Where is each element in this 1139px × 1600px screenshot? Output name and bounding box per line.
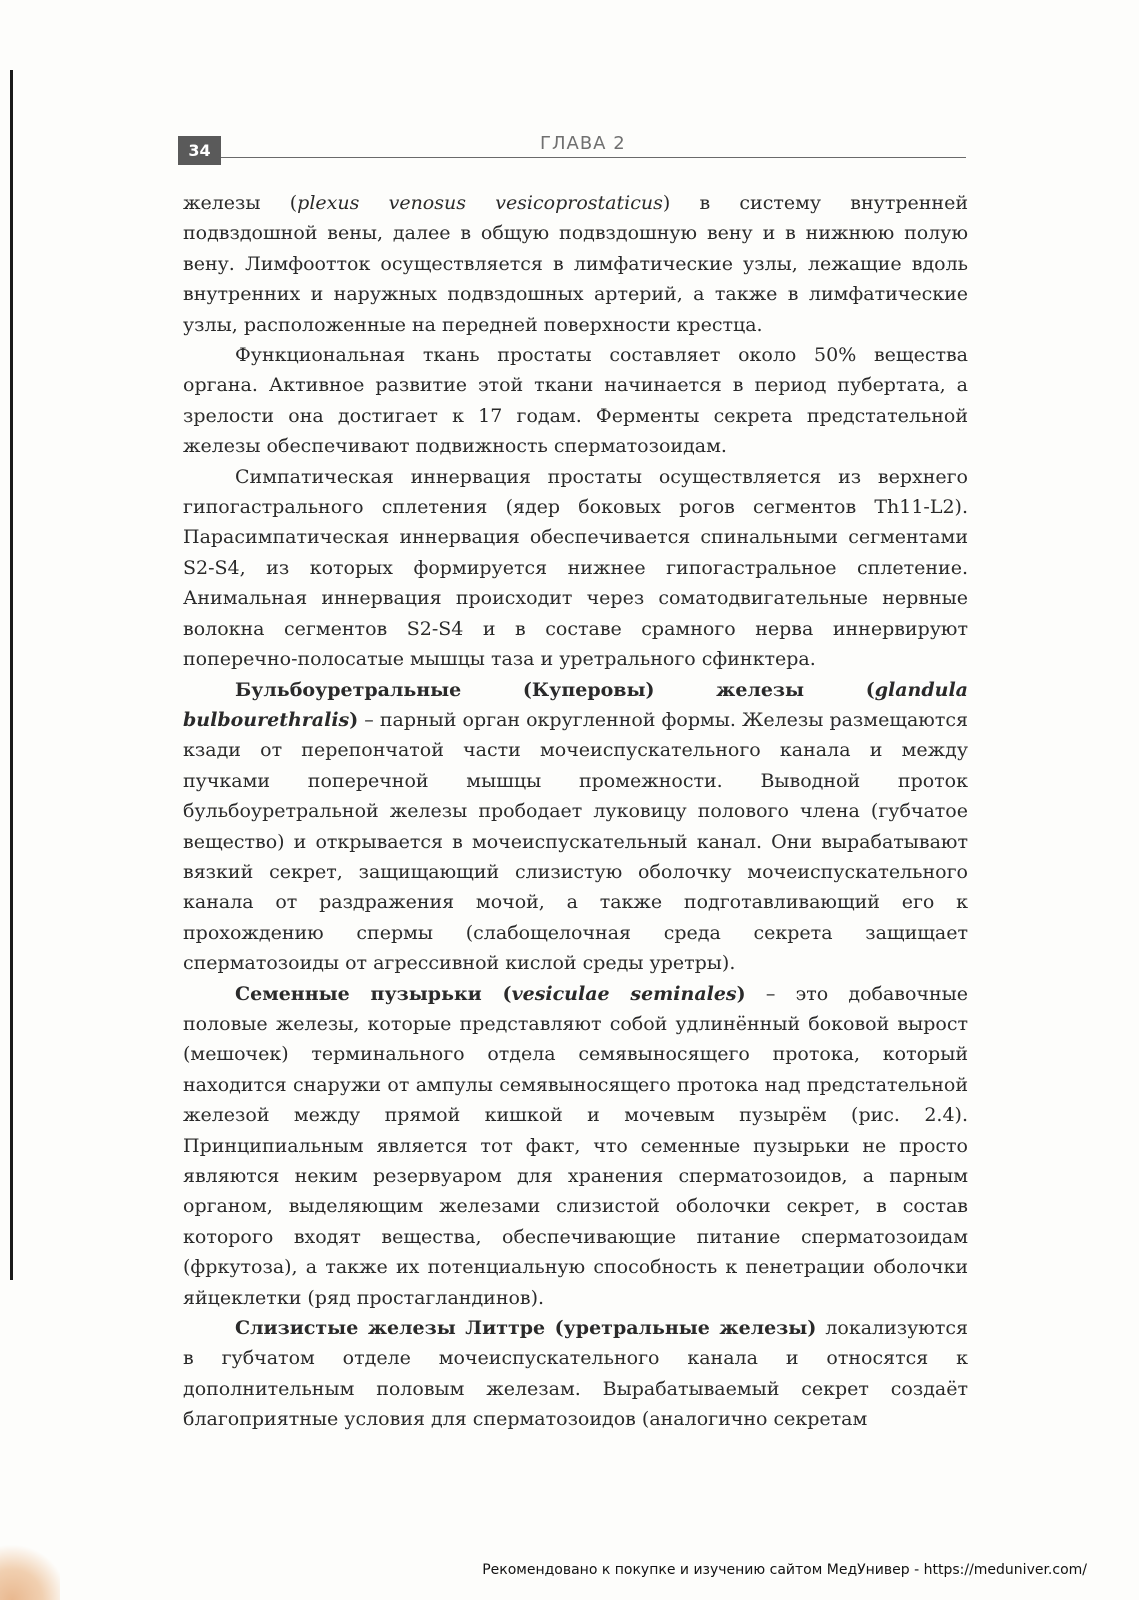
paragraph	[183, 675, 968, 979]
paragraph	[183, 188, 968, 340]
term-heading: Семенные пузырьки (	[235, 982, 512, 1005]
header-rule	[221, 157, 966, 158]
paragraph-text: – парный орган округленной формы. Железы размещаются кзади от перепончатой части мочеиспускательного канала и между пучками поперечной мышцы промежности. Выводной проток бульбоуретральной железы прободает луковицу полового члена (губчатое вещество) и открывается в мочеиспускательный канал. Они вырабатывают вязкий секрет, защищающий слизистую оболочку мочеиспускательного канала от раздражения мочой, а также подготавливающий его к прохождению спермы (слабощелочная среда секрета защищает сперматозоиды от агрессивной кислой среды уретры).	[183, 708, 968, 975]
paragraph	[183, 340, 968, 462]
paragraph	[183, 462, 968, 675]
term-latin-bold: glandula bulbourethralis	[183, 678, 968, 731]
paragraph-text: ) в систему внутренней подвздошной вены, далее в общую подвздошную вену и в нижнюю полую вену. Лимфоотток осуществляется в лимфатические узлы, лежащие вдоль внутренних и наружных подвздошных артерий, а также в лимфатические узлы, расположенные на передней поверхности крестца.	[183, 192, 968, 336]
paragraph-text: локализуются в губчатом отделе мочеиспускательного канала и относятся к дополнительным половым железам. Вырабатываемый секрет создаёт благоприятные условия для сперматозоидов (аналогично секретам	[183, 1317, 968, 1431]
term-latin-bold: vesiculae seminales	[511, 982, 737, 1005]
paragraph	[183, 979, 968, 1313]
paragraph-text: Симпатическая иннервация простаты осуществляется из верхнего гипогастрального сплетения (ядер боковых рогов сегментов Th11-L2). Парасимпатическая иннервация обеспечивается спинальными сегментами S2-S4, из которых формируется нижнее гипогастральное сплетение. Анимальная иннервация происходит через соматодвигательные нервные волокна сегментов S2-S4 и в составе срамного нерва иннервируют поперечно-полосатые мышцы таза и уретрального сфинктера.	[183, 465, 968, 671]
paragraph-text: – это добавочные половые железы, которые представляют собой удлинённый боковой вырост (мешочек) терминального отдела семявыносящего протока, который находится снаружи от ампулы семявыносящего протока над предстательной железой между прямой кишкой и мочевым пузырём (рис. 2.4). Принципиальным является тот факт, что семенные пузырьки не просто являются неким резервуаром для хранения сперматозоидов, а парным органом, выделяющим железами слизистой оболочки секрет, в состав которого входят вещества, обеспечивающие питание сперматозоидам (фркутоза), а также их потенциальную способность к пенетрации оболочки яйцеклетки (ряд простагландинов).	[183, 982, 968, 1309]
corner-smudge	[0, 1540, 60, 1600]
paragraph	[183, 1313, 968, 1435]
term-heading: Слизистые железы Литтре (уретральные железы)	[235, 1317, 817, 1340]
term-heading: )	[736, 982, 746, 1005]
term-heading: Бульбоуретральные (Куперовы) железы (	[235, 678, 875, 701]
chapter-title: ГЛАВА 2	[540, 133, 626, 154]
page-number: 34	[178, 136, 221, 165]
watermark-link[interactable]: Рекомендовано к покупке и изучению сайтом МедУнивер - https://meduniver.com/	[482, 1562, 1087, 1578]
binding-edge-line	[10, 70, 13, 1280]
body-text	[183, 188, 968, 1435]
paragraph-text: железы (	[183, 192, 298, 214]
term-latin: plexus venosus vesicoprostaticus	[297, 192, 663, 214]
paragraph-text: Функциональная ткань простаты составляет около 50% вещества органа. Активное развитие этой ткани начинается в период пубертата, а зрелости она достигает к 17 годам. Ферменты секрета предстательной железы обеспечивают подвижность сперматозоидам.	[183, 344, 968, 458]
term-heading: )	[349, 708, 359, 731]
